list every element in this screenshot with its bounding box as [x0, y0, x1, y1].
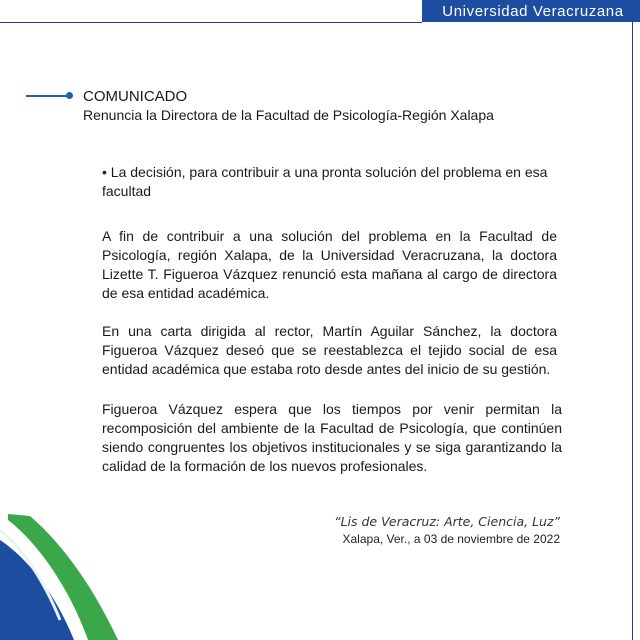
communique-label: COMUNICADO [83, 88, 188, 105]
heading-rule [26, 95, 68, 97]
lead-point [102, 163, 562, 201]
body-paragraph-3: Figueroa Vázquez espera que los tiempos por venir permitan la recomposición del ambiente de la Facultad de Psicología, que continúen siendo congruentes los objetivos institucionales y se siga garantizando la calidad de la formación de los nuevos profesionales. [102, 401, 562, 474]
lead-text: La decisión, para contribuir a una pronta solución del problema en esa facultad [102, 164, 548, 199]
body-paragraph-1: A fin de contribuir a una solución del problema en la Facultad de Psicología, región Xalapa, de la Universidad Veracruzana, la doctora Lizette T. Figueroa Vázquez renunció esta mañana al cargo de directora de esa entidad académica. [102, 228, 557, 301]
university-motto: “Lis de Veracruz: Arte, Ciencia, Luz” [334, 514, 560, 529]
brand-header [422, 0, 640, 22]
swoosh-light-stripe [0, 530, 60, 620]
frame-top-line [0, 22, 422, 23]
swoosh-green-band [8, 514, 118, 640]
brand-name: Universidad Veracruzana [442, 2, 624, 20]
dateline: Xalapa, Ver., a 03 de noviembre de 2022 [342, 532, 560, 546]
frame-right-line [632, 22, 633, 640]
swoosh-blue-band [0, 540, 74, 640]
lead-bullet: • [102, 164, 107, 180]
communique-subtitle: Renuncia la Directora de la Facultad de Psicología-Región Xalapa [83, 107, 494, 123]
body-paragraph-2: En una carta dirigida al rector, Martín Aguilar Sánchez, la doctora Figueroa Vázquez deseó que se reestablezca el tejido social de esa entidad académica que estaba roto desde antes del inicio de su gestión. [102, 323, 557, 377]
swoosh-white-stripe [0, 520, 88, 640]
heading-bullet-icon [66, 92, 73, 99]
